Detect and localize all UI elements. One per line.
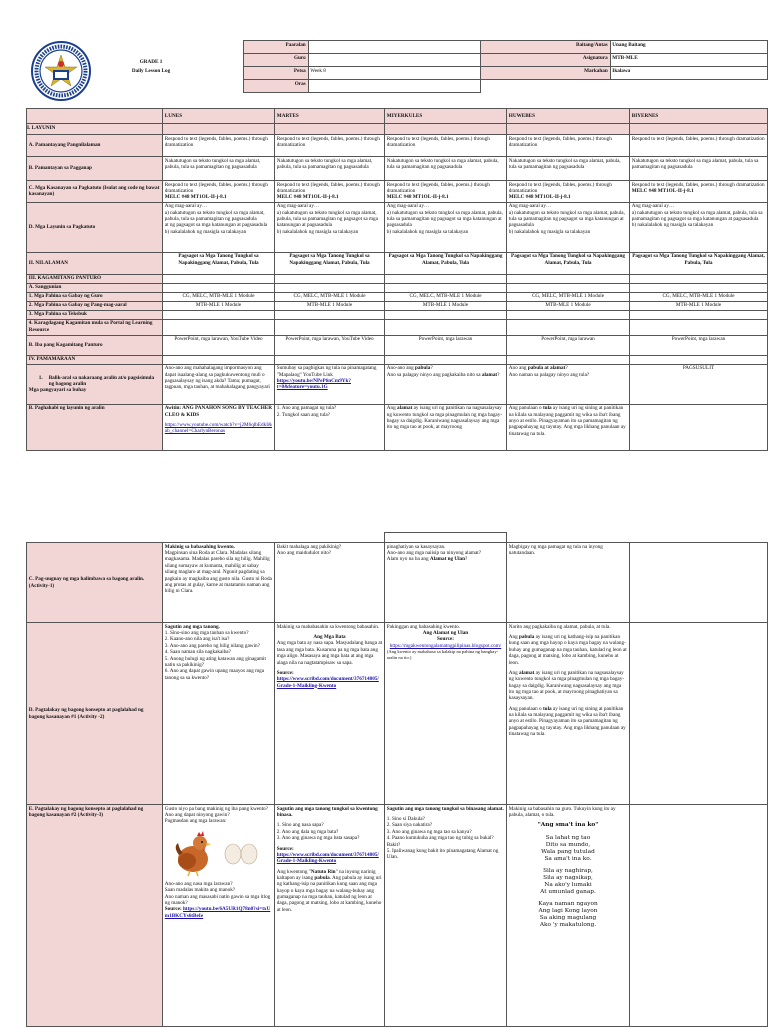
cell: Sagutin ang mga tanong. 1. Sino-sino ang mga tauhan sa kwento? 2. Kaano-ano nila ang isa't isa? 3. Ano-ano ang pareho ng hilig nilang gawin? 4. Saan naman sila nagkakaiba? 5. Anong hulugi ng ating katawan ang ginagamit natin sa pakikinig? 6. Ano ang dapat gawin upang maayos ang mga tanong sa sa kwento? bbox=[163, 623, 275, 805]
cell: Pagsagot sa Mga Tanong Tungkol sa Napakinggang Alamat, Pabula, Tula bbox=[385, 252, 507, 274]
cell: Respond to text (legends, fables, poems.) through dramatization MELC #48 MT1OL-II-j-8.1 bbox=[163, 181, 275, 203]
row-label: 3. Mga Pahina sa Teksbuk bbox=[27, 310, 163, 319]
time-value[interactable] bbox=[308, 80, 480, 93]
cell: Respond to text (legends, fables, poems.) through dramatization bbox=[507, 135, 630, 157]
poem-stanza-3: Kaya naman ngayon Ang lagi Kong layon Sa aking magulang Ako 'y makatulong. bbox=[538, 901, 598, 929]
header-title-block bbox=[26, 41, 243, 93]
row-label: 1. Mga Pahina sa Gabay ng Guro bbox=[27, 292, 163, 301]
quarter-value[interactable]: Ikalawa bbox=[610, 67, 767, 80]
cell: Nakatutugon sa teksto tungkol sa mga alamat, pabula, tula sa pamamagitan ng pagsasadula bbox=[630, 157, 768, 181]
school-value[interactable] bbox=[308, 41, 480, 54]
row-balik-aral: 1. Balik-aral sa nakaraang aralin at/o pagsisimula ng bagong aralin Mga pangyayari sa buhay Ano-ano ang mahahalagang impormasyon ang dapat isaalang-alang sa pagkukuwentong muli o pagsasalaysay ng isang akda? Tama; pumagat, tagpuan, mga tauhan, at mahahalagang pangyayari Sumubay sa pagbigkas ng tula na pinamagatang "Mapalaog" YouTube Link https://youtu.be/NPeP6nCm9Yk?t=0&feature=youtu.1G Ano-ano ang pabula? Ano sa palagay ninyo ang pagkakaiba nito sa alamat? Ano ang pabula at alamat? Ano naman sa palagay ninyo ang tula? PAGSUSULIT bbox=[27, 364, 768, 404]
row-kasanayan bbox=[27, 181, 768, 203]
lesson-log-page-1 bbox=[0, 0, 768, 466]
lesson-log-page-2 bbox=[0, 520, 768, 1024]
lesson-table-page-2 bbox=[26, 532, 768, 1027]
hen-icon bbox=[173, 829, 215, 877]
day-biyernes: BIYERNES bbox=[630, 109, 768, 124]
cell: Gusto niyo pa bang makinig ng iba pang kwento? Ano ang dapat ninyong gawin? Pagmasdan ang mga larawan: Ano-ano ang nasa mga larawan? Saan madalas makita ang manok? Ano naman ang masasabi natin gawin sa mga itlog ng manok? Source: https://youtu.be/6A5UR1Q78n0?si=txUm1BKCYs6tBeIe bbox=[163, 805, 275, 1027]
section-layunin: I. LAYUNIN bbox=[27, 124, 163, 135]
grade-level-value[interactable]: Unang Baitang bbox=[610, 41, 767, 54]
poem-title: "Ang sma't ina ko" bbox=[537, 822, 599, 829]
row-pamantayan-pagganap bbox=[27, 157, 768, 181]
quarter-label: Markahan bbox=[480, 67, 610, 80]
grade-label: GRADE 1 bbox=[139, 59, 163, 66]
cell: Ang mag-aaral ay… a) nakatutugon sa teksto tungkol sa mga alamat, pabula, tula sa pamamagitan ng pagsagot sa mga katanungan at pagsasadula b) nakalalahok ng masigla sa talakayan bbox=[275, 202, 385, 252]
cell: Ano ang pabula at alamat? Ano naman sa palagay ninyo ang tula? bbox=[507, 364, 630, 404]
chicken-eggs-image bbox=[173, 829, 272, 877]
cell: Ang mag-aaral ay… a) nakatutugon sa teksto tungkol sa mga alamat, pabula, tula sa pamamagitan ng pagsagot sa mga katanungan at pagsasadula b) nakalalahok ng masigla sa talakayan bbox=[507, 202, 630, 252]
cell: Nakatutugon sa teksto tungkol sa mga alamat, pabula, tula sa pamamagitan ng pagsasadula bbox=[163, 157, 275, 181]
row-paghahabi: B. Paghahabi ng layunin ng aralin Awitin: ANG PANAHON SONG BY TEACHER CLEO & KIDS https://www.youtube.com/watch?v=j2M6qlbEdkI&ab_channel=CharlynBeronas 1. Ano ang pamagat ng tula? 2. Tungkol saan ang tula? Ang alamat ay isang uri ng panitikan na nagsasalaysay ng kuwento tungkol sa mga pinagmulan ng mga bagay-bagay sa daigdig. Karaniwang nagsasalaysay ang mga ito ng mga tao at pook, at mayroong Ang panulaan o tula ay isang uri ng sining at panitikan na kilala sa malayang paggamit ng wika sa iba't ibang anyo at estilo. Pinagyayaman ito sa pamamagitan ng pagpapahayag ng tayutay. Ang mga likhang panulaan ay tinatawag na tula. bbox=[27, 404, 768, 450]
cell: Respond to text (legends, fables, poems.) through dramatization bbox=[275, 135, 385, 157]
school-label: Paaralan bbox=[243, 41, 308, 54]
cell: Respond to text (legends, fables, poems.) through dramatization bbox=[163, 135, 275, 157]
pagsusulit-label: PAGSUSULIT bbox=[630, 364, 768, 404]
row-label: B. Iba pang Kagamitang Panturo bbox=[27, 335, 163, 355]
story-title: Ang Alamat ng Ulan bbox=[422, 630, 469, 637]
days-row bbox=[27, 109, 768, 124]
row-label: D. Pagtalakay ng bagong konsepto at paglalahad ng bagong kasanayan #1 (Activity -2) bbox=[27, 623, 163, 805]
youtube-link[interactable]: https://youtu.be/6A5UR1Q78n0?si=txUm1BKCYs6tBeIe bbox=[164, 906, 271, 919]
row-nilalaman bbox=[27, 252, 768, 274]
row-pag-uugnay: C. Pag-uugnay ng mga halimbawa sa bagong aralin. (Activity-1) Makinig sa babasahing kwento. Magpinsan sina Roda at Clara. Madalas silang magkasama. Madalas pareho sila ng hilig. Mahilig silang sumayaw at kumanta, mahilig at sabay silang maglaro at mag-aral. Ngunit pagdating sa pagkain ay magkaiba ang gusto nila. Gusto ni Roda ang prutas at gulay, karne at matatamis naman ang hilig ni Clara. Bakit mahalaga ang pakikinig? Ano ang maidudulot nito? pinaghatiyan sa kasaysayan. Ano-ano ang mga naiisip na ninyong alamat? Alam nyo na ba ang Alamat ng Ulan? Magbigay ng mga pamagat ng tula na inyong natutandaan. bbox=[27, 543, 768, 623]
row-label: A. Pamantayang Pangnilalaman bbox=[27, 135, 163, 157]
cell: Respond to text (legends, fables, poems.) through dramatization bbox=[385, 135, 507, 157]
cell: Ang mag-aaral ay… a) nakatutugon sa teksto tungkol sa mga alamat, pabula, tula sa pamamagitan ng pagsagot sa mga katanungan at pagsasadula b) nakalalahok ng masigla sa talakayan bbox=[385, 202, 507, 252]
cell: Ang panulaan o tula ay isang uri ng sining at panitikan na kilala sa malayang paggamit ng wika sa iba't ibang anyo at estilo. Pinagyayaman ito sa pamamagitan ng pagpapahayag ng tayutay. Ang mga likhang panulaan ay tinatawag na tula. bbox=[507, 404, 630, 450]
cell: Ang alamat ay isang uri ng panitikan na nagsasalaysay ng kuwento tungkol sa mga pinagmulan ng mga bagay-bagay sa daigdig. Karaniwang nagsasalaysay ang mga ito ng mga tao at pook, at mayroong bbox=[385, 404, 507, 450]
youtube-link[interactable]: https://youtu.be/NPeP6nCm9Yk?t=0&feature=youtu.1G bbox=[276, 378, 352, 391]
day-huwebes: HUWEBES bbox=[507, 109, 630, 124]
cell: Respond to text (legends, fables, poems.) through dramatization MELC #48 MT1OL-II-j-8.1 bbox=[385, 181, 507, 203]
grade-level-label: Baitang/Antas bbox=[480, 41, 610, 54]
row-label: 2. Mga Pahina sa Gabay ng Pang-mag-aaral bbox=[27, 301, 163, 310]
row-gabay-guro: 1. Mga Pahina sa Gabay ng Guro CG, MELC, MTB-MLE 1 Module CG, MELC, MTB-MLE 1 Module CG, MELC, MTB-MLE 1 Module CG, MELC, MTB-MLE 1 Module CG, MELC, MTB-MLE 1 Module bbox=[27, 292, 768, 301]
cell: Ang mag-aaral ay… a) nakatutugon sa teksto tungkol sa mga alamat, pabula, tula sa pamamagitan ng pagsagot sa mga katanungan at pagsasadula b) nakalalahok ng masigla sa talakayan bbox=[630, 202, 768, 252]
sanggunian-label: A. Sanggunian bbox=[27, 283, 163, 292]
cell: Respond to text (legends, fables, poems.) through dramatization MELC #48 MT1OL-II-j-8.1 bbox=[630, 181, 768, 203]
teacher-value[interactable] bbox=[308, 54, 480, 67]
row-label: B. Paghahabi ng layunin ng aralin bbox=[27, 404, 163, 450]
cell: Ano-ano ang pabula? Ano sa palagay ninyo ang pagkakaiba nito sa alamat? bbox=[385, 364, 507, 404]
row-iba-pang-kagamitan: B. Iba pang Kagamitang Panturo PowerPoint, mga larawan, YouTube Video PowerPoint, mga larawan, YouTube Video PowerPoint, mga larawan PowerPoint, mga larawan PowerPoint, mga larawan bbox=[27, 335, 768, 355]
cell: Nakatutugon sa teksto tungkol sa mga alamat, pabula, tula sa pamamagitan ng pagsasadula bbox=[385, 157, 507, 181]
row-pamantayang-pangnilalaman bbox=[27, 135, 768, 157]
row-label: 4. Karagdagang Kagamitan mula sa Portal ng Learning Resource bbox=[27, 319, 163, 335]
cell: Makinig sa mababasahin sa kwentong babasahin. Ang Mga Bata Ang mga bata ay nasa sapa. Masyadalang banga at tasa ang mga bata. Kusaruna pa ng mga bata ang mga aligo. Masasaya ang mga bata at ang mga alaga nila na nagtatampisaw sa sapa. Source: https://www.scribd.com/document/376714805/Grade-1-Maikling-Kwento bbox=[275, 623, 385, 805]
story-title: Ang Mga Bata bbox=[313, 634, 346, 641]
row-gabay-aaral: 2. Mga Pahina sa Gabay ng Pang-mag-aaral MTB-MLE 1 Module MTB-MLE 1 Module MTB-MLE 1 Module MTB-MLE 1 Module MTB-MLE 1 Module bbox=[27, 301, 768, 310]
cell: Respond to text (legends, fables, poems.) through dramatization MELC #48 MT1OL-II-j-8.1 bbox=[507, 181, 630, 203]
poem bbox=[509, 822, 627, 929]
cell: Pagsagot sa Mga Tanong Tungkol sa Napakinggang Alamat, Pabula, Tula bbox=[275, 252, 385, 274]
row-portal bbox=[27, 319, 768, 335]
row-label: 1. Balik-aral sa nakaraang aralin at/o pagsisimula ng bagong aralin Mga pangyayari sa buhay bbox=[27, 364, 163, 404]
cell: Narito ang pagkakaiba ng alamat, pabula, at tula. Ang pabula ay isang uri ng kathang-isip na panitikan kung saan ang mga hayop o kaya mga bagay na walang-buhay ang gumaganap na mga tauhan, katulad ng leon at daga, pagong at matsing, lobo at kambing, kuneho at leon. Ang alamat ay isang uri ng panitikan na nagsasalaysay ng kuwento tungkol sa mga pinagmulan ng mga bagay-bagay sa daigdig. Karaniwang nagsasalaysay ang mga ito ng mga tao at pook, at mayroong pinaghatiyan sa kasaysayan. Ang panulaan o tula ay isang uri ng sining at panitikan na kilala sa malayang paggamit ng wika sa iba't ibang anyo at estilo. Pinagyayaman ito sa pamamagitan ng pagpapahayag ng tayutay. Ang mga likhang panulaan ay tinatawag na tula. bbox=[507, 623, 630, 805]
cell: Pagsagot sa Mga Tanong Tungkol sa Napakinggang Alamat, Pabula, Tula bbox=[163, 252, 275, 274]
cell: Nakatutugon sa teksto tungkol sa mga alamat, pabula, tula sa pamamagitan ng pagsasadula bbox=[275, 157, 385, 181]
youtube-song-link[interactable]: https://www.youtube.com/watch?v=j2M6qlbEdkI&ab_channel=CharlynBeronas bbox=[164, 422, 272, 435]
row-label: C. Pag-uugnay ng mga halimbawa sa bagong aralin. (Activity-1) bbox=[27, 543, 163, 623]
subject-label: Asignatura bbox=[480, 54, 610, 67]
cell: Pagsagot sa Mga Tanong Tungkol sa Napakinggang Alamat, Pabula, Tula bbox=[630, 252, 768, 274]
row-label: B. Pamantayan sa Pagganap bbox=[27, 157, 163, 181]
log-title: Daily Lesson Log bbox=[131, 67, 171, 74]
date-value[interactable]: Week 8 bbox=[308, 67, 480, 80]
row-pagtalakay-1 bbox=[27, 623, 768, 805]
header-table bbox=[26, 40, 768, 93]
lesson-table-page-1 bbox=[26, 108, 768, 451]
row-label: C. Mga Kasanayan sa Pagkatuto (Isulat ang code ng bawat kasanayan) bbox=[27, 181, 163, 203]
day-martes: MARTES bbox=[275, 109, 385, 124]
cell: Sumubay sa pagbigkas ng tula na pinamagatang "Mapalaog" YouTube Link https://youtu.be/NPeP6nCm9Yk?t=0&feature=youtu.1G bbox=[275, 364, 385, 404]
time-label: Oras bbox=[243, 80, 308, 93]
cell: Pagsagot sa Mga Tanong Tungkol sa Napakinggang Alamat, Pabula, Tula bbox=[507, 252, 630, 274]
row-label: D. Mga Layunin sa Pagkatuto bbox=[27, 202, 163, 252]
cell bbox=[385, 533, 507, 543]
cell: Sagutin ang mga tanong tungkol sa kwentong binasa. 1. Sino ang nasa sapa? 2. Ano ang dala ng mga bata? 3. Ano ang ginawa ng mga bata sasapa? Source: https://www.scribd.com/document/376714805/Grade-1-Maikling-Kwento Ang kwentong "Natuto Rin" na inyong narinig kaltapon ay isang pabula. Ang pabula ay isang uri ng kathang-isip na panitikan kung saan ang mga hayop o kaya mga bagay na walang-buhay ang gumaganap na mga tauhan, katulad ng leon at daga, pagong at matsing, lobo at kambing, kuneho at leon. bbox=[275, 805, 385, 1027]
row-teksbuk bbox=[27, 310, 768, 319]
row-layunin-pagkatuto bbox=[27, 202, 768, 252]
row-pagtalakay-2 bbox=[27, 805, 768, 1027]
poem-stanza-1: Sa lahat ng tao Dito sa mundo, Wala pang tutulad Sa ama't ina ko. bbox=[541, 834, 595, 862]
blogspot-link[interactable]: https://mgakwentongalamatngpilipinas.blogspot.com/ bbox=[389, 642, 502, 649]
cell: Awitin: ANG PANAHON SONG BY TEACHER CLEO & KIDS https://www.youtube.com/watch?v=j2M6qlbEdkI&ab_channel=CharlynBeronas bbox=[163, 404, 275, 450]
cell: pinaghatiyan sa kasaysayan. Ano-ano ang mga naiisip na ninyong alamat? Alam nyo na ba ang Alamat ng Ulan? bbox=[385, 543, 507, 623]
section-kagamitan: III. KAGAMITANG PANTURO bbox=[27, 274, 163, 283]
row-label: II. NILALAMAN bbox=[27, 252, 163, 274]
cell: Makinig sa babasahing kwento. Magpinsan sina Roda at Clara. Madalas silang magkasama. Madalas pareho sila ng hilig. Mahilig silang sumayaw at kumanta, mahilig at sabay silang maglaro at mag-aral. Ngunit pagdating sa pagkain ay magkaiba ang gusto nila. Gusto ni Roda ang prutas at gulay, karne at matatamis naman ang hilig ni Clara. bbox=[163, 543, 275, 623]
day-lunes: LUNES bbox=[163, 109, 275, 124]
poem-stanza-2: Sila ay naghirap, Sila ay nagsikap, Na ako'y lumaki At umunlad ganap. bbox=[540, 867, 596, 895]
cell: Nakatutugon sa teksto tungkol sa mga alamat, pabula, tula sa pamamagitan ng pagsasadula bbox=[507, 157, 630, 181]
cell: Makinig sa babasahin na guro. Tukuyin kung ito ay pabula, alamat, o tula. "Ang sma't ina ko" Sa lahat ng tao Dito sa mundo, Wala pang tutulad Sa ama't ina ko. Sila ay naghirap, Sila ay nagsikap, Na ako'y lumaki At umunlad ganap. Kaya naman ngayon Ang lagi Kong layon Sa aking magulang Ako 'y makatulong. bbox=[507, 805, 630, 1027]
cell: Ang mag-aaral ay… a) nakatutugon sa teksto tungkol sa mga alamat, pabula, tula sa pamamagitan ng pagsasadula at ng pagsagot sa mga katanungan at pagsasadula b) nakalalahok ng masigla sa talakayan bbox=[163, 202, 275, 252]
row-label: E. Pagtalakay ng bagong konsepto at paglalahad ng bagong kasanayan #2 (Activity-3) bbox=[27, 805, 163, 1027]
section-pamamaraan: IV. PAMAMARAAN bbox=[27, 355, 163, 364]
cell: Respond to text (legends, fables, poems.) through dramatization MELC #48 MT1OL-II-j-8.1 bbox=[275, 181, 385, 203]
subject-value[interactable]: MTB-MLE bbox=[610, 54, 767, 67]
scribd-link[interactable]: https://www.scribd.com/document/376714805/Grade-1-Maikling-Kwento bbox=[276, 676, 379, 689]
teacher-label: Guro bbox=[243, 54, 308, 67]
cell: Respond to text (legends, fables, poems.) through dramatization bbox=[630, 135, 768, 157]
cell: Sagutin ang mga tanong tungkol sa binasang alamat. 1. Sino si Dakula? 2. Saan siya nakatira? 3. Ano ang ginawa ng mga tao sa kanya? 4. Paano kumukuha ang mga tao ng tubig sa bukal? Bakit? 5. Ipaliwanag kung bakit ito pinamagatang Alamat ng Ulan. bbox=[385, 805, 507, 1027]
cell: Pakinggan ang babasahing kwento. Ang Alamat ng Ulan Source: https://mgakwentongalamatngpilipinas.blogspot.com/ (Ang kwento ay mababasa sa kalakip na pahina ng banghay-aralin na ito.) bbox=[385, 623, 507, 805]
date-label: Petsa bbox=[243, 67, 308, 80]
scribd-link[interactable]: https://www.scribd.com/document/376714805/Grade-1-Maikling-Kwento bbox=[276, 851, 379, 865]
day-miyerkules: MIYERKULES bbox=[385, 109, 507, 124]
eggs-icon bbox=[223, 840, 259, 866]
